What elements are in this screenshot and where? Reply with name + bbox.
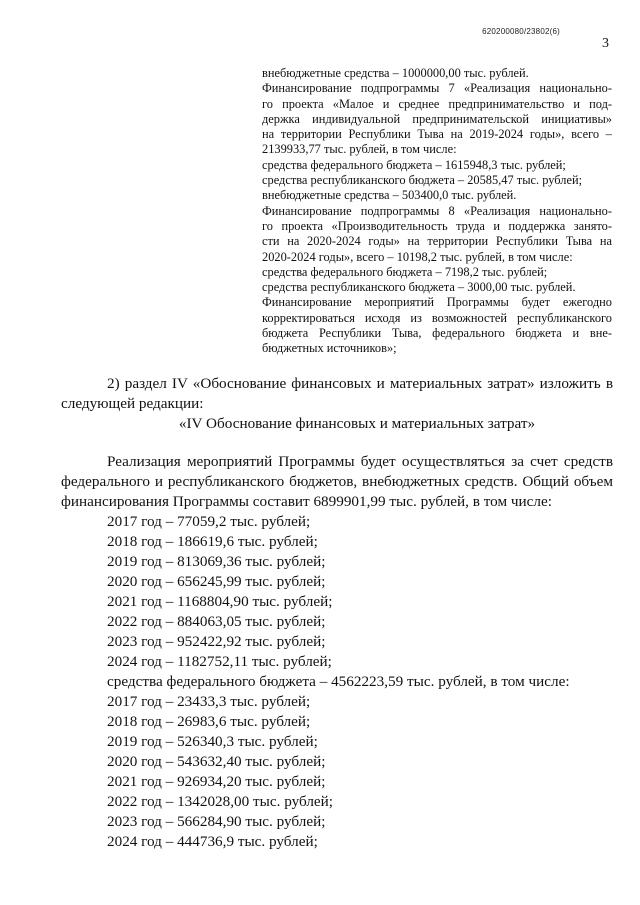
text-line: средства республиканского бюджета – 3000,00 тыс. рублей. [262, 280, 576, 295]
financing-paragraph [61, 452, 613, 512]
text-line: бюджета Республики Тыва, федерального бюджета и вне- [262, 326, 612, 341]
list-item: 2020 год – 656245,99 тыс. рублей; [107, 573, 326, 590]
list-item: 2017 год – 77059,2 тыс. рублей; [107, 513, 311, 530]
text-line: федерального и республиканского бюджетов, внебюджетных средств. Общий объем [61, 473, 613, 490]
text-line: средства республиканского бюджета – 20585,47 тыс. рублей; [262, 173, 583, 188]
list-item: 2018 год – 26983,6 тыс. рублей; [107, 713, 311, 730]
text-line: 2020-2024 годы», всего – 10198,2 тыс. рублей, в том числе: [262, 249, 573, 264]
text-line: Реализация мероприятий Программы будет осуществляться за счет средств [107, 453, 613, 470]
text-line: Финансирование подпрограммы 7 «Реализация национально- [262, 81, 612, 96]
text-line: на территории Республики Тыва на 2019-2024 годы», всего – [262, 127, 612, 142]
text-line: финансирования Программы составит 6899901,99 тыс. рублей, в том числе: [61, 493, 552, 510]
text-line: сти на 2020-2024 годы» на территории Республики Тыва на [262, 234, 612, 249]
list-item: 2022 год – 884063,05 тыс. рублей; [107, 613, 326, 630]
text-line: го проекта «Производительность труда и поддержка занято- [262, 218, 612, 233]
list-item: 2019 год – 526340,3 тыс. рублей; [107, 733, 318, 750]
list-item: 2023 год – 952422,92 тыс. рублей; [107, 633, 326, 650]
list-item: 2019 год – 813069,36 тыс. рублей; [107, 553, 326, 570]
text-line: корректироваться исходя из возможностей республиканского [262, 310, 612, 325]
list-item: 2021 год – 1168804,90 тыс. рублей; [107, 593, 333, 610]
page-number: 3 [602, 36, 609, 51]
text-line: следующей редакции: [61, 395, 204, 412]
list-item: 2020 год – 543632,40 тыс. рублей; [107, 753, 326, 770]
text-line: держка индивидуальной предпринимательской инициативы» [262, 111, 612, 126]
text-line: средства федерального бюджета – 7198,2 тыс. рублей; [262, 264, 548, 279]
text-line: бюджетных источников»; [262, 341, 397, 356]
total-by-year-list [61, 512, 613, 852]
text-line: 2) раздел IV «Обоснование финансовых и материальных затрат» изложить в [107, 375, 613, 392]
list-item: 2018 год – 186619,6 тыс. рублей; [107, 533, 318, 550]
section-title: «IV Обоснование финансовых и материальных затрат» [178, 415, 536, 432]
text-line: Финансирование мероприятий Программы будет ежегодно [262, 295, 612, 310]
list-item: 2017 год – 23433,3 тыс. рублей; [107, 693, 311, 710]
list-item: 2024 год – 1182752,11 тыс. рублей; [107, 653, 332, 670]
text-line: 2139933,77 тыс. рублей, в том числе: [262, 142, 457, 157]
financing-block [262, 66, 612, 357]
text-line: Финансирование подпрограммы 8 «Реализация национально- [262, 203, 612, 218]
text-line: го проекта «Малое и среднее предпринимательство и под- [262, 96, 612, 111]
list-item: 2022 год – 1342028,00 тыс. рублей; [107, 793, 334, 810]
list-item: 2023 год – 566284,90 тыс. рублей; [107, 813, 326, 830]
federal-budget-heading: средства федерального бюджета – 4562223,59 тыс. рублей, в том числе: [107, 673, 570, 690]
text-line: внебюджетные средства – 503400,0 тыс. рублей. [262, 188, 517, 203]
section-2-heading [61, 374, 613, 434]
list-item: 2024 год – 444736,9 тыс. рублей; [107, 833, 318, 850]
text-line: внебюджетные средства – 1000000,00 тыс. рублей. [262, 66, 529, 80]
list-item: 2021 год – 926934,20 тыс. рублей; [107, 773, 326, 790]
document-code: 620200080/23802(6) [482, 27, 560, 36]
text-line: средства федерального бюджета – 1615948,3 тыс. рублей; [262, 157, 566, 172]
